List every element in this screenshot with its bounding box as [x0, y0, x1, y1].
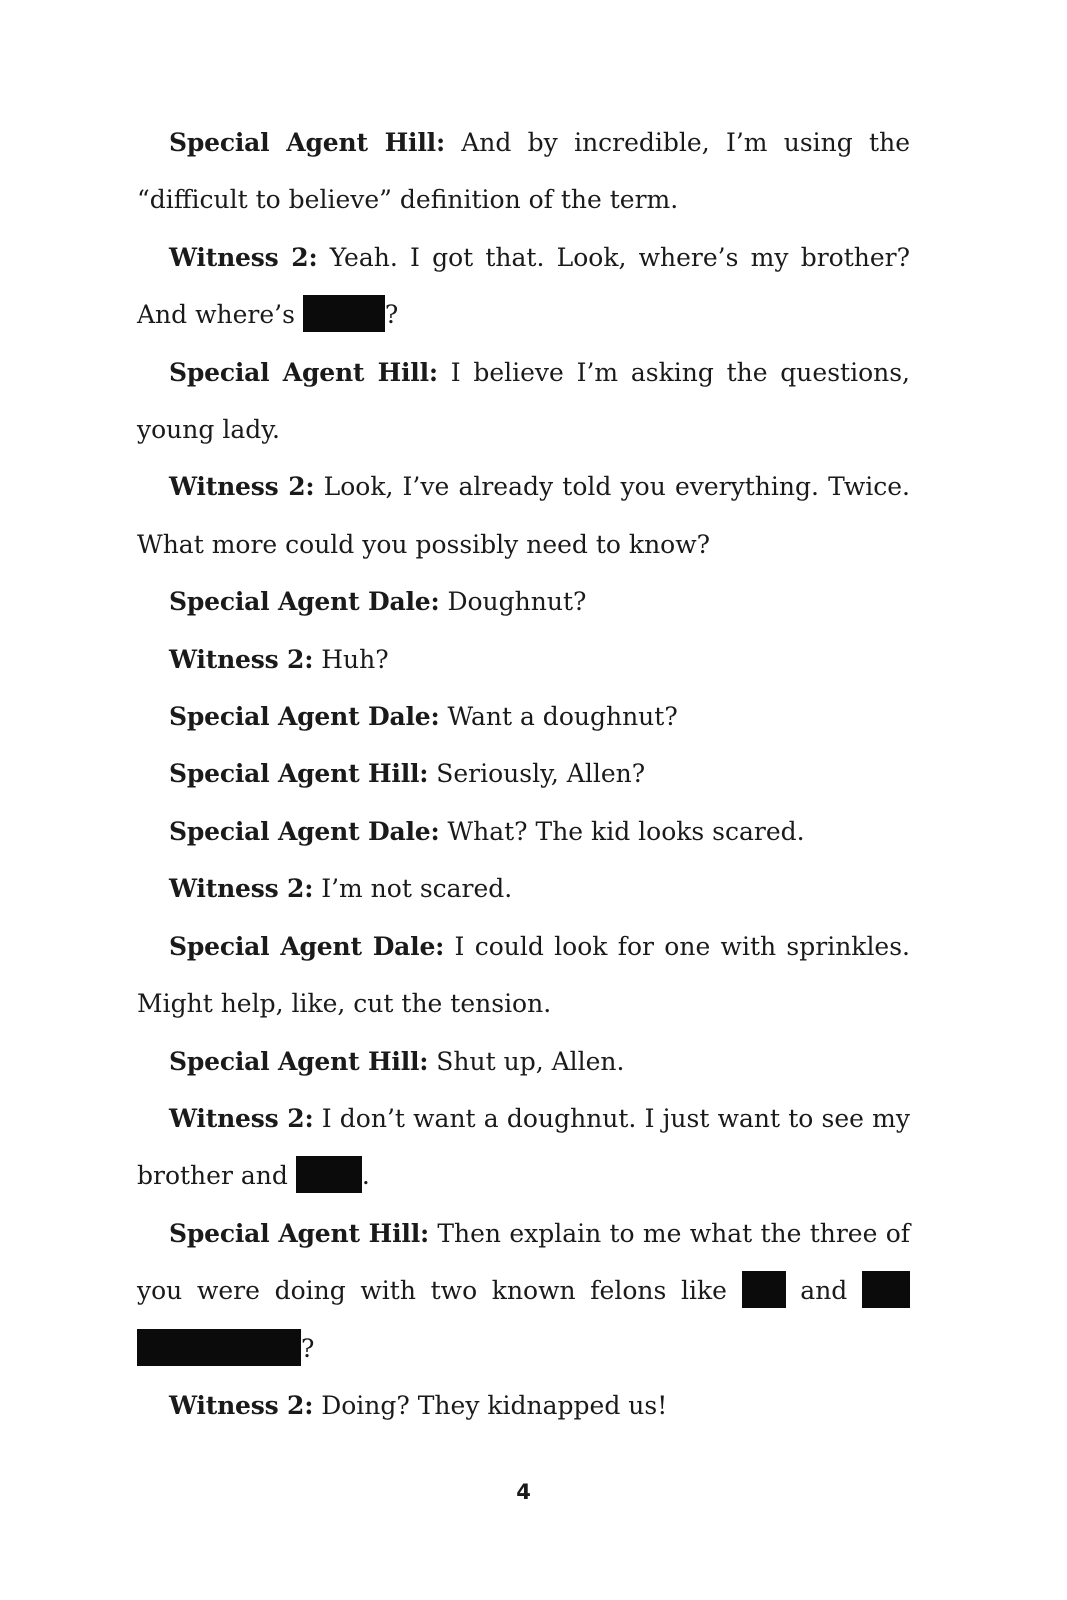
dialogue-text: ? — [301, 1333, 315, 1363]
redaction-bar — [303, 295, 385, 332]
speaker-name: Special Agent Hill: — [169, 1218, 430, 1248]
dialogue-line — [137, 631, 910, 688]
dialogue-text: Shut up, Allen. — [436, 1046, 625, 1076]
speaker-name: Special Agent Hill: — [169, 128, 445, 157]
redaction-bar — [862, 1271, 910, 1308]
speaker-name: Witness 2: — [169, 1103, 314, 1133]
speaker-name: Witness 2: — [169, 1390, 314, 1420]
speaker-name: Special Agent Hill: — [169, 357, 438, 387]
speaker-name: Special Agent Dale: — [169, 931, 445, 961]
dialogue-line — [137, 573, 910, 630]
dialogue-line — [137, 688, 910, 745]
transcript-body — [137, 114, 910, 1434]
dialogue-line — [137, 344, 910, 459]
speaker-name: Special Agent Dale: — [169, 587, 440, 617]
dialogue-text: and — [800, 1276, 848, 1306]
dialogue-text: I could look for one with sprinkles. Might help, like, cut the tension. — [137, 931, 911, 1019]
dialogue-line — [137, 1205, 910, 1377]
redaction-bar — [742, 1271, 786, 1308]
dialogue-text: And by incredible, I’m using the “difficult to believe” definition of the term. — [137, 128, 910, 215]
dialogue-line — [137, 114, 910, 229]
speaker-name: Special Agent Dale: — [169, 816, 440, 846]
dialogue-text: ? — [384, 300, 399, 330]
redaction-bar — [296, 1156, 362, 1193]
dialogue-text: Want a doughnut? — [447, 702, 678, 732]
dialogue-text: What? The kid looks scared. — [447, 816, 805, 846]
book-page — [137, 0, 910, 1600]
dialogue-text: Doing? They kidnapped us! — [321, 1390, 668, 1420]
dialogue-line — [137, 1033, 910, 1090]
speaker-name: Witness 2: — [169, 644, 314, 674]
dialogue-text: Seriously, Allen? — [436, 759, 646, 789]
speaker-name: Special Agent Hill: — [169, 1046, 429, 1076]
dialogue-line — [137, 229, 910, 344]
dialogue-text: Yeah. I got that. Look, where’s my brother? And where’s — [137, 242, 910, 330]
speaker-name: Witness 2: — [169, 874, 314, 904]
dialogue-line — [137, 745, 910, 802]
redaction-bar — [137, 1329, 301, 1366]
dialogue-line — [137, 918, 910, 1033]
speaker-name: Witness 2: — [169, 472, 315, 502]
page-number: 4 — [516, 1480, 531, 1504]
dialogue-text: Then explain to me what the three of you were doing with two known felons like — [137, 1218, 911, 1306]
dialogue-line — [137, 1377, 910, 1434]
speaker-name: Special Agent Hill: — [169, 759, 429, 789]
dialogue-text: I don’t want a doughnut. I just want to see my brother and — [137, 1103, 910, 1191]
dialogue-text: Look, I’ve already told you everything. Twice. What more could you possibly need to know? — [137, 472, 910, 559]
dialogue-text: I believe I’m asking the questions, young lady. — [137, 357, 911, 445]
dialogue-text: I’m not scared. — [321, 874, 513, 904]
dialogue-line — [137, 458, 910, 573]
dialogue-text: Huh? — [321, 644, 389, 674]
dialogue-line — [137, 803, 910, 860]
speaker-name: Special Agent Dale: — [169, 702, 440, 732]
dialogue-text: Doughnut? — [447, 587, 587, 617]
dialogue-line — [137, 860, 910, 917]
dialogue-text: . — [361, 1161, 370, 1191]
dialogue-line — [137, 1090, 910, 1205]
speaker-name: Witness 2: — [169, 242, 318, 272]
